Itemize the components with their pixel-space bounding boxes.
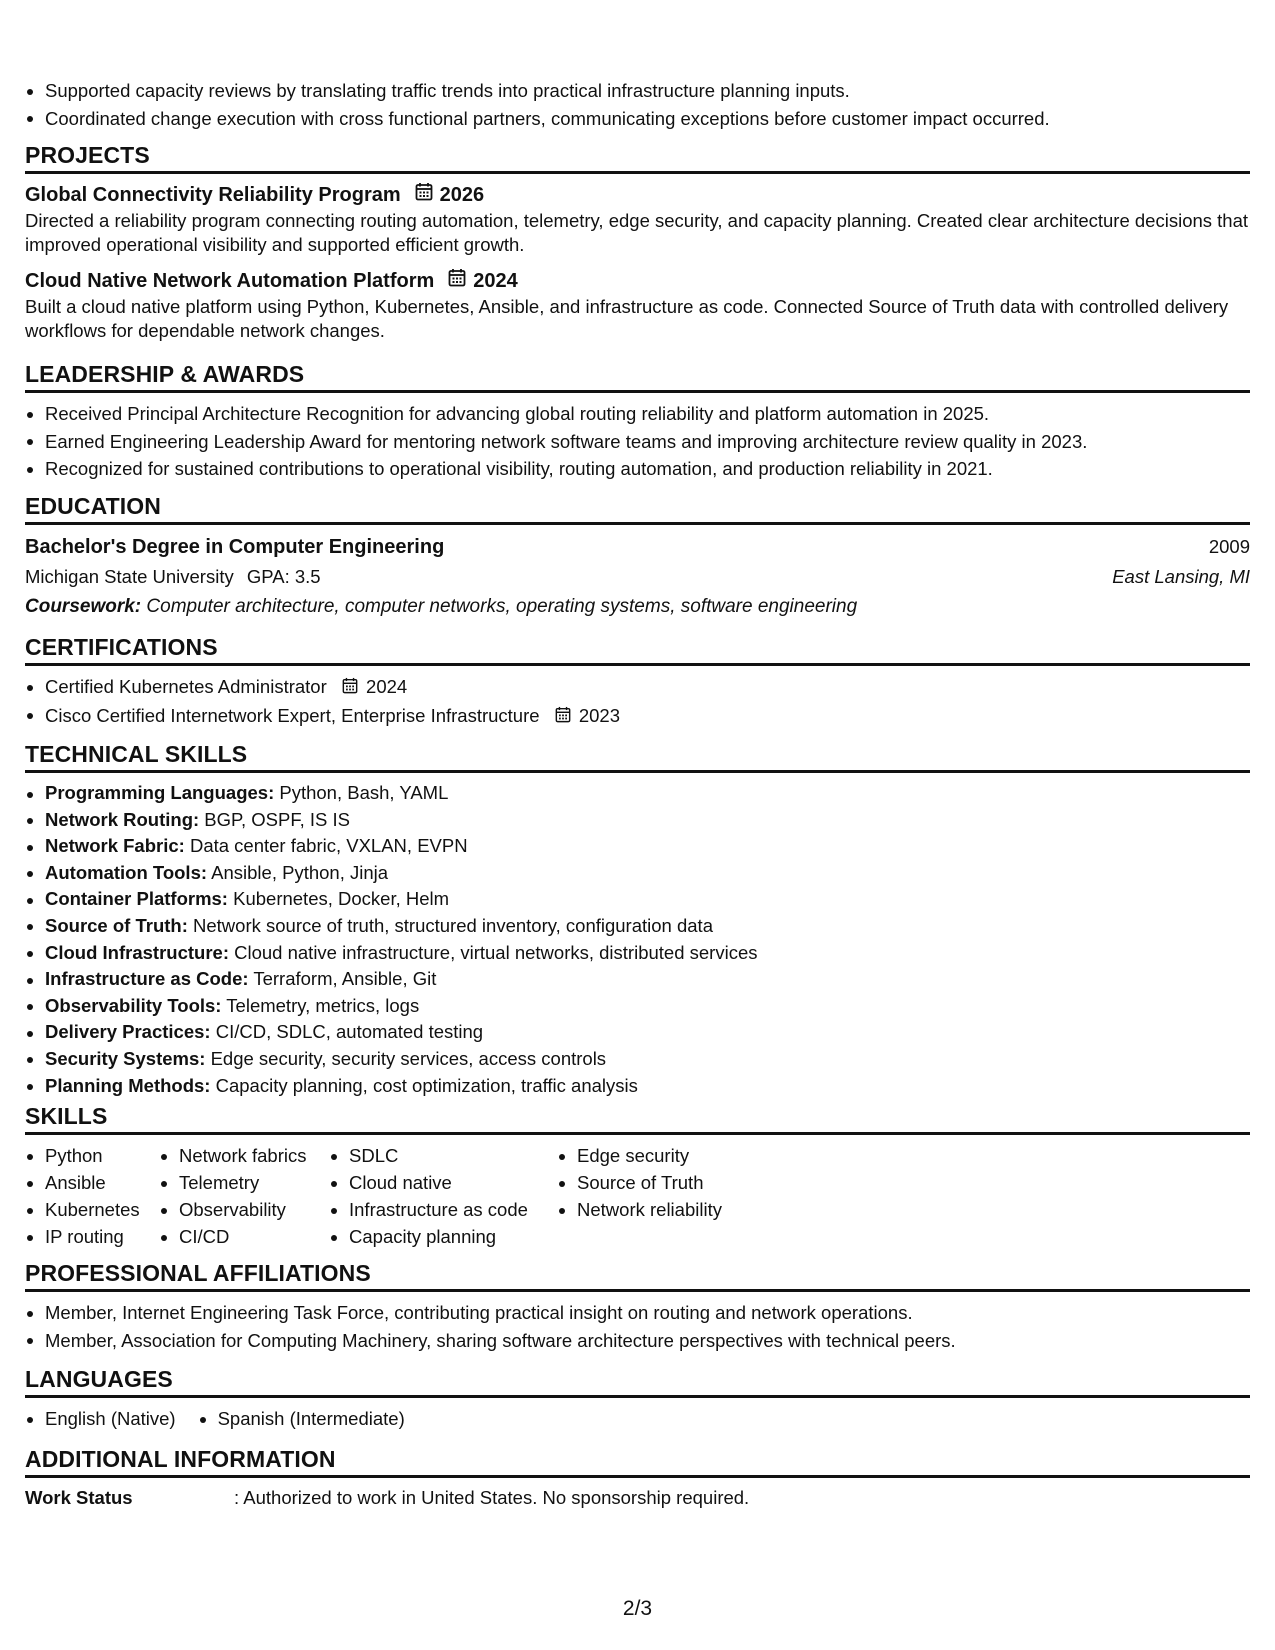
tech-skill-value: Ansible, Python, Jinja [211, 861, 389, 883]
certifications-heading: CERTIFICATIONS [25, 632, 1250, 666]
project-description: Built a cloud native platform using Python, Kubernetes, Ansible, and infrastructure as code. Connected Source of Truth data with controlled delivery workflows for dependable network changes. [25, 296, 1229, 341]
tech-skill-item [25, 807, 1250, 834]
skill-item: IP routing [25, 1223, 159, 1250]
certifications-list [25, 673, 1250, 731]
skill-item: Kubernetes [25, 1196, 159, 1223]
tech-skill-value: Edge security, security services, access controls [210, 1047, 607, 1069]
certification-item [25, 702, 1250, 731]
tech-skill-value: Python, Bash, YAML [279, 782, 449, 803]
degree-name: Bachelor's Degree in Computer Engineering [25, 536, 445, 558]
tech-skill-label: Network Fabric: [45, 835, 185, 857]
coursework-label: Coursework: [25, 596, 142, 617]
skill-item: Capacity planning [329, 1223, 557, 1250]
certification-name: Certified Kubernetes Administrator [45, 676, 327, 697]
tech-skill-label: Infrastructure as Code: [45, 968, 249, 990]
graduation-year: 2009 [1208, 536, 1250, 557]
skill-item: Telemetry [159, 1169, 329, 1196]
affiliations-list [25, 1299, 1250, 1354]
projects-section [25, 140, 1250, 353]
skill-item: Edge security [557, 1142, 777, 1169]
project-header [25, 267, 1250, 295]
skill-item: SDLC [329, 1142, 557, 1169]
education-heading: EDUCATION [25, 491, 1250, 525]
technical-skills-list [25, 780, 1250, 1099]
tech-skill-value: Terraform, Ansible, Git [253, 968, 437, 990]
skill-item: Ansible [25, 1169, 159, 1196]
experience-bullet: Coordinated change execution with cross functional partners, communicating exceptions before customer impact occurred. [25, 105, 1050, 133]
tech-skill-label: Programming Languages: [45, 782, 275, 803]
tech-skill-value: CI/CD, SDLC, automated testing [215, 1021, 484, 1043]
tech-skill-value: Telemetry, metrics, logs [226, 994, 420, 1016]
calendar-icon [448, 267, 466, 295]
tech-skill-label: Delivery Practices: [45, 1021, 211, 1043]
additional-info-row [25, 1485, 1250, 1511]
tech-skill-item [25, 1046, 1250, 1073]
project-item [25, 181, 1250, 257]
technical-skills-section [25, 739, 1250, 1099]
skills-column [159, 1142, 329, 1250]
certifications-section [25, 632, 1250, 731]
affiliations-section [25, 1258, 1250, 1354]
gpa: GPA: 3.5 [246, 566, 321, 587]
tech-skill-item [25, 833, 1250, 860]
affiliation-item: Member, Internet Engineering Task Force, contributing practical insight on routing and network operations. [25, 1299, 1250, 1327]
education-degree-row [25, 532, 1250, 562]
calendar-icon [342, 674, 358, 702]
tech-skill-item [25, 860, 1250, 887]
additional-info-value: : Authorized to work in United States. No sponsorship required. [234, 1487, 750, 1508]
experience-bullet: Supported capacity reviews by translating traffic trends into practical infrastructure planning inputs. [25, 77, 1050, 105]
skill-item: Network fabrics [159, 1142, 329, 1169]
certification-year: 2024 [366, 676, 408, 697]
affiliations-heading: PROFESSIONAL AFFILIATIONS [25, 1258, 1250, 1292]
tech-skill-label: Cloud Infrastructure: [45, 941, 229, 963]
skill-item: Python [25, 1142, 159, 1169]
tech-skill-label: Network Routing: [45, 808, 200, 830]
award-item: Recognized for sustained contributions to operational visibility, routing automation, and production reliability in 2021. [25, 455, 1250, 483]
tech-skill-label: Observability Tools: [45, 994, 222, 1016]
tech-skill-value: Kubernetes, Docker, Helm [233, 888, 450, 910]
project-header [25, 181, 1250, 209]
tech-skill-item [25, 886, 1250, 913]
additional-info-section [25, 1444, 1250, 1511]
tech-skill-item [25, 940, 1250, 967]
projects-heading: PROJECTS [25, 140, 1250, 174]
skills-grid [25, 1142, 1250, 1250]
experience-bullets [25, 77, 1050, 132]
award-item: Earned Engineering Leadership Award for mentoring network software teams and improving architecture review quality in 2023. [25, 428, 1250, 456]
calendar-icon [415, 181, 433, 209]
skills-column [557, 1142, 777, 1250]
skill-item: Infrastructure as code [329, 1196, 557, 1223]
project-name: Cloud Native Network Automation Platform [25, 270, 435, 292]
skills-heading: SKILLS [25, 1101, 1250, 1135]
certification-item [25, 673, 1250, 702]
awards-section [25, 359, 1250, 483]
coursework-list: Computer architecture, computer networks, operating systems, software engineering [146, 596, 858, 617]
tech-skill-label: Planning Methods: [45, 1074, 211, 1096]
tech-skill-value: Cloud native infrastructure, virtual networks, distributed services [234, 941, 758, 963]
awards-list [25, 400, 1250, 483]
tech-skill-item [25, 780, 1250, 807]
skill-item: Network reliability [557, 1196, 777, 1223]
language-item: Spanish (Intermediate) [198, 1405, 405, 1433]
tech-skill-value: Data center fabric, VXLAN, EVPN [189, 835, 468, 857]
tech-skill-item [25, 1073, 1250, 1100]
tech-skill-label: Automation Tools: [45, 861, 208, 883]
awards-heading: LEADERSHIP & AWARDS [25, 359, 1250, 393]
tech-skill-label: Source of Truth: [45, 914, 188, 936]
languages-heading: LANGUAGES [25, 1364, 1250, 1398]
project-year: 2026 [439, 184, 485, 206]
skill-item: Observability [159, 1196, 329, 1223]
award-item: Received Principal Architecture Recognition for advancing global routing reliability and platform automation in 2025. [25, 400, 1250, 428]
project-name: Global Connectivity Reliability Program [25, 184, 401, 206]
school-location: East Lansing, MI [1112, 566, 1250, 587]
project-year: 2024 [473, 270, 518, 292]
additional-info-key: Work Status [25, 1487, 133, 1508]
skills-column [25, 1142, 159, 1250]
languages-list [25, 1405, 1250, 1433]
tech-skill-value: Network source of truth, structured inventory, configuration data [193, 914, 713, 936]
tech-skill-label: Security Systems: [45, 1047, 206, 1069]
tech-skill-item [25, 993, 1250, 1020]
calendar-icon [555, 703, 571, 731]
tech-skill-label: Container Platforms: [45, 888, 228, 910]
education-school-row [25, 562, 1250, 592]
coursework [25, 592, 1250, 622]
additional-info-heading: ADDITIONAL INFORMATION [25, 1444, 1250, 1478]
project-item [25, 267, 1250, 343]
tech-skill-item [25, 913, 1250, 940]
affiliation-item: Member, Association for Computing Machinery, sharing software architecture perspectives with technical peers. [25, 1327, 1250, 1355]
skills-column [329, 1142, 557, 1250]
certification-year: 2023 [578, 704, 620, 726]
skill-item: Cloud native [329, 1169, 557, 1196]
technical-skills-heading: TECHNICAL SKILLS [25, 739, 1250, 773]
tech-skill-value: Capacity planning, cost optimization, traffic analysis [215, 1074, 638, 1096]
language-item: English (Native) [25, 1405, 176, 1433]
skill-item: Source of Truth [557, 1169, 777, 1196]
tech-skill-value: BGP, OSPF, IS IS [204, 808, 350, 830]
skill-item: CI/CD [159, 1223, 329, 1250]
tech-skill-item [25, 966, 1250, 993]
school-name: Michigan State University [25, 566, 234, 587]
languages-section [25, 1364, 1250, 1433]
project-description: Directed a reliability program connecting routing automation, telemetry, edge security, and capacity planning. Created clear architecture decisions that improved operational visibility and supported efficient growth. [25, 210, 1249, 255]
page-number: 2/3 [622, 1597, 653, 1620]
tech-skill-item [25, 1019, 1250, 1046]
certification-name: Cisco Certified Internetwork Expert, Enterprise Infrastructure [45, 704, 540, 726]
education-section [25, 491, 1250, 622]
skills-section [25, 1101, 1250, 1250]
